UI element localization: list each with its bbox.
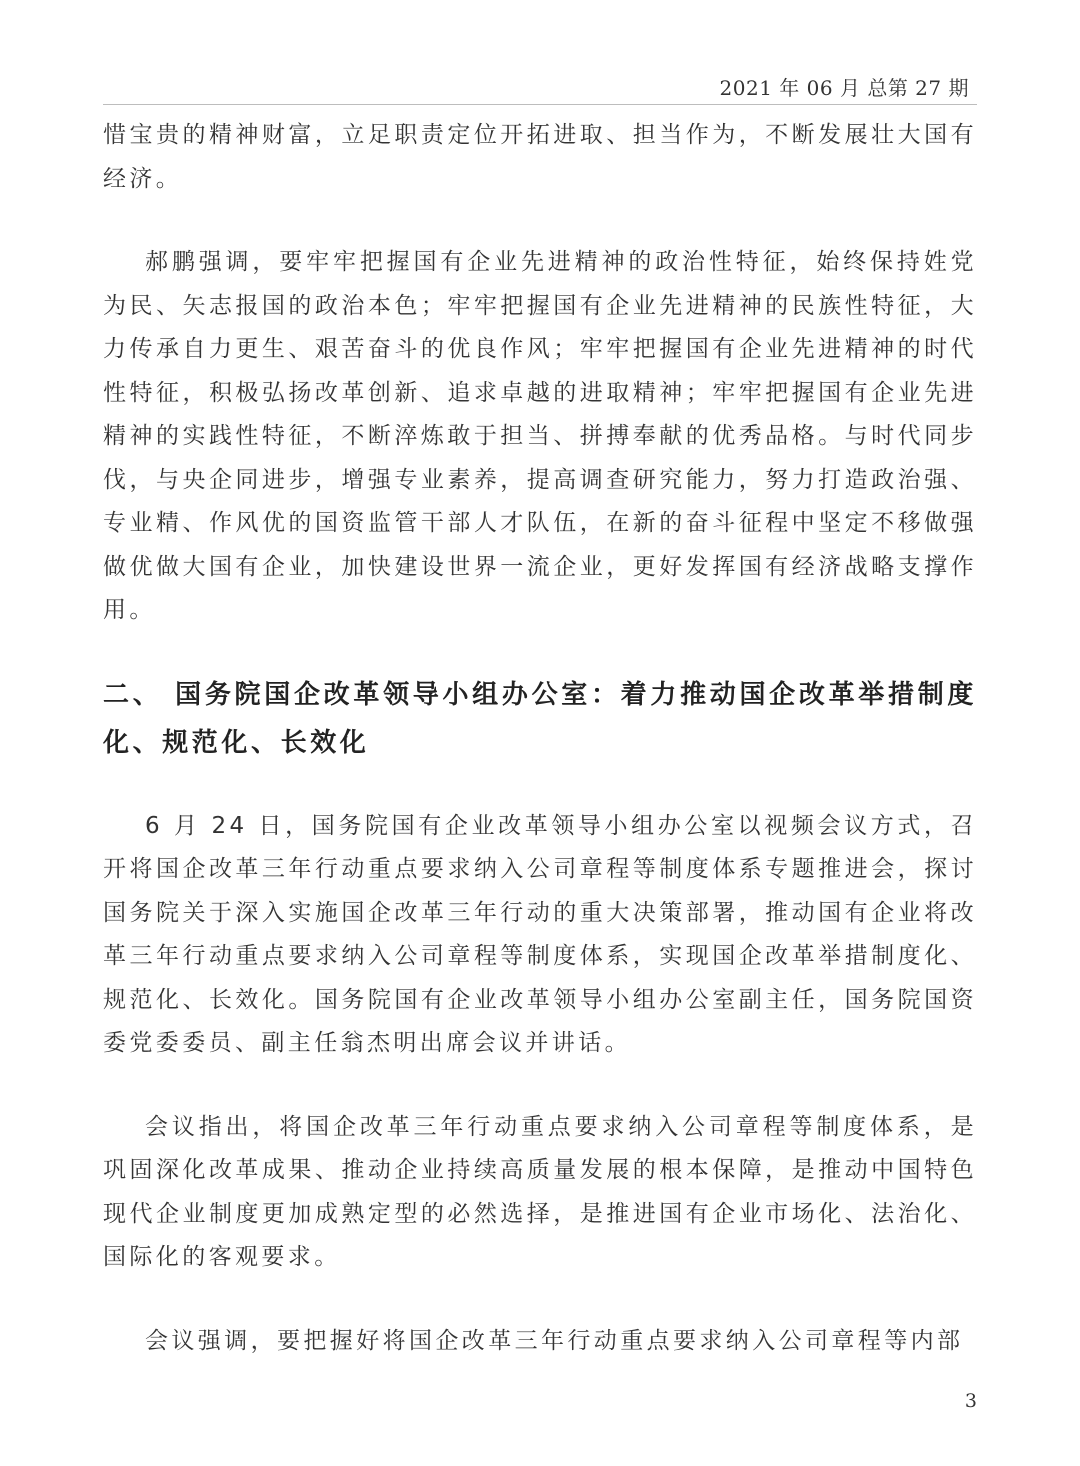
issue-info: 2021 年 06 月 总第 27 期: [719, 76, 969, 100]
page-number: 3: [964, 1390, 977, 1412]
paragraph-meeting-emphasis: 会议强调，要把握好将国企改革三年行动重点要求纳入公司章程等内部: [145, 1327, 964, 1354]
paragraph-hao-peng: 郝鹏强调，要牢牢把握国有企业先进精神的政治性特征，始终保持姓党为民、矢志报国的政治本色；牢牢把握国有企业先进精神的民族性特征，大力传承自力更生、艰苦奋斗的优良作风；牢牢把握国有企业先进精神的时代性特征，积极弘扬改革创新、追求卓越的进取精神；牢牢把握国有企业先进精神的实践性特征，不断淬炼敢于担当、拼搏奉献的优秀品格。与时代同步伐，与央企同进步，增强专业素养，提高调查研究能力，努力打造政治强、专业精、作风优的国资监管干部人才队伍，在新的奋斗征程中坚定不移做强做优做大国有企业，加快建设世界一流企业，更好发挥国有经济战略支撑作用。: [103, 249, 977, 623]
section-heading: 二、 国务院国企改革领导小组办公室：着力推动国企改革举措制度化、规范化、长效化: [103, 679, 977, 758]
page-header: [103, 70, 977, 105]
paragraph-continued: 惜宝贵的精神财富，立足职责定位开拓进取、担当作为，不断发展壮大国有经济。: [103, 122, 977, 192]
paragraph-meeting-points: 会议指出，将国企改革三年行动重点要求纳入公司章程等制度体系，是巩固深化改革成果、推动企业持续高质量发展的根本保障，是推动中国特色现代企业制度更加成熟定型的必然选择，是推进国有企业市场化、法治化、国际化的客观要求。: [103, 1113, 977, 1270]
paragraph-meeting-intro: 6 月 24 日，国务院国有企业改革领导小组办公室以视频会议方式，召开将国企改革三年行动重点要求纳入公司章程等制度体系专题推进会，探讨国务院关于深入实施国企改革三年行动的重大决策部署，推动国有企业将改革三年行动重点要求纳入公司章程等制度体系，实现国企改革举措制度化、规范化、长效化。国务院国有企业改革领导小组办公室副主任，国务院国资委党委委员、副主任翁杰明出席会议并讲话。: [103, 812, 977, 1056]
article-body: [103, 114, 977, 1363]
